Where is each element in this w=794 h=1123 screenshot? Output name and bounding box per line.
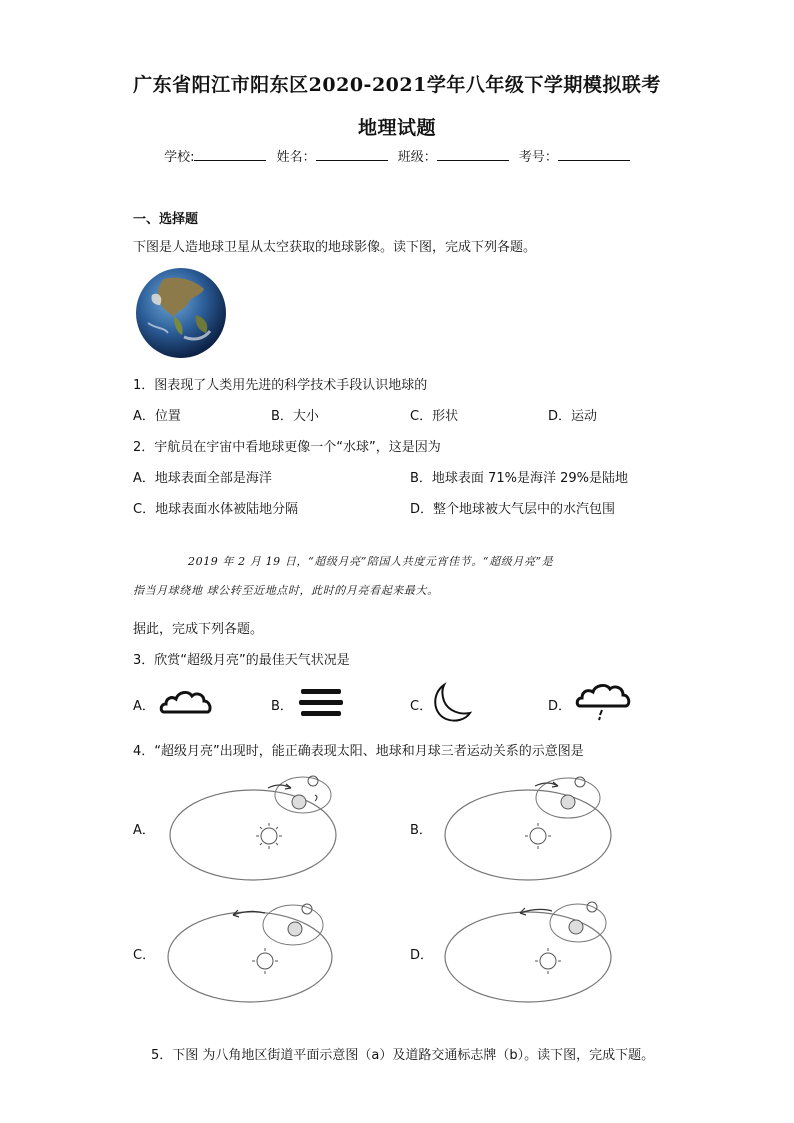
q3-option-c[interactable]: C． <box>410 699 433 714</box>
q3-option-d[interactable]: D． <box>548 699 572 714</box>
q1-option-d[interactable]: D．运动 <box>548 409 598 424</box>
exam-number-field[interactable] <box>558 148 630 161</box>
sun-icon <box>256 823 282 849</box>
school-field[interactable] <box>194 148 266 161</box>
q1-option-b[interactable]: B．大小 <box>271 409 319 424</box>
q1-option-a[interactable]: A．位置 <box>133 409 181 424</box>
q4-option-d[interactable]: D． <box>410 948 434 963</box>
name-field[interactable] <box>316 148 388 161</box>
section-intro: 下图是人造地球卫星从太空获取的地球影像。读下图，完成下列各题。 <box>133 240 537 255</box>
orbit-diagram-d <box>440 895 620 1015</box>
q2-option-d[interactable]: D．整个地球被大气层中的水汽包围 <box>410 502 616 517</box>
student-info-row <box>0 146 794 165</box>
earth-icon <box>288 922 302 936</box>
moon-small-icon <box>308 776 318 786</box>
rain-cloud-icon <box>576 682 632 722</box>
orbit-diagram-b <box>440 770 620 890</box>
cloudy-icon <box>160 688 214 716</box>
section-heading: 一、选择题 <box>133 212 199 227</box>
sun-icon <box>535 948 561 974</box>
orbit-diagram-a <box>165 770 345 890</box>
q2-stem: 2．宇航员在宇宙中看地球更像一个“水球”，这是因为 <box>133 440 441 455</box>
q3-option-b[interactable]: B． <box>271 699 293 714</box>
class-label: 班级： <box>397 150 437 165</box>
class-field[interactable] <box>437 148 509 161</box>
paper-title-line2: 地理试题 <box>357 117 436 139</box>
q2-option-a[interactable]: A．地球表面全部是海洋 <box>133 471 272 486</box>
orbit-diagram-c <box>165 895 345 1015</box>
passage-line-2: 指当月球绕地 球公转至近地点时，此时的月亮看起来最大。 <box>133 584 439 597</box>
passage-line-1: 2019 年 2 月 19 日，“超级月亮”陪国人共度元宵佳节。“超级月亮”是 <box>188 555 554 568</box>
earth-icon <box>292 795 306 809</box>
exam-number-label: 考号： <box>518 150 558 165</box>
q4-option-b[interactable]: B． <box>410 823 432 838</box>
sun-icon <box>252 948 278 974</box>
q3-stem: 3．欣赏“超级月亮”的最佳天气状况是 <box>133 653 350 668</box>
school-label: 学校: <box>164 150 195 165</box>
q5-stem: 5．下图 为八角地区街道平面示意图（a）及道路交通标志牌（b）。读下图，完成下题。 <box>151 1048 655 1063</box>
q4-stem: 4．“超级月亮”出现时，能正确表现太阳、地球和月球三者运动关系的示意图是 <box>133 744 584 759</box>
q3-option-a[interactable]: A． <box>133 699 155 714</box>
q1-option-c[interactable]: C．形状 <box>410 409 459 424</box>
paper-title-line1: 广东省阳江市阳东区2020-2021学年八年级下学期模拟联考 <box>133 74 661 96</box>
q2-option-b[interactable]: B．地球表面 71%是海洋 29%是陆地 <box>410 471 628 486</box>
name-label: 姓名： <box>276 150 316 165</box>
earth-icon <box>561 795 575 809</box>
earth-image <box>134 267 228 359</box>
fog-icon <box>299 687 343 719</box>
sun-icon <box>525 823 551 849</box>
earth-icon <box>569 920 583 934</box>
q2-option-c[interactable]: C．地球表面水体被陆地分隔 <box>133 502 299 517</box>
q4-option-a[interactable]: A． <box>133 823 155 838</box>
q4-option-c[interactable]: C． <box>133 948 156 963</box>
moon-small-icon <box>575 777 585 787</box>
q1-stem: 1．图表现了人类用先进的科学技术手段认识地球的 <box>133 378 428 393</box>
moon-icon <box>430 683 474 723</box>
passage-line-3: 据此，完成下列各题。 <box>133 622 264 637</box>
